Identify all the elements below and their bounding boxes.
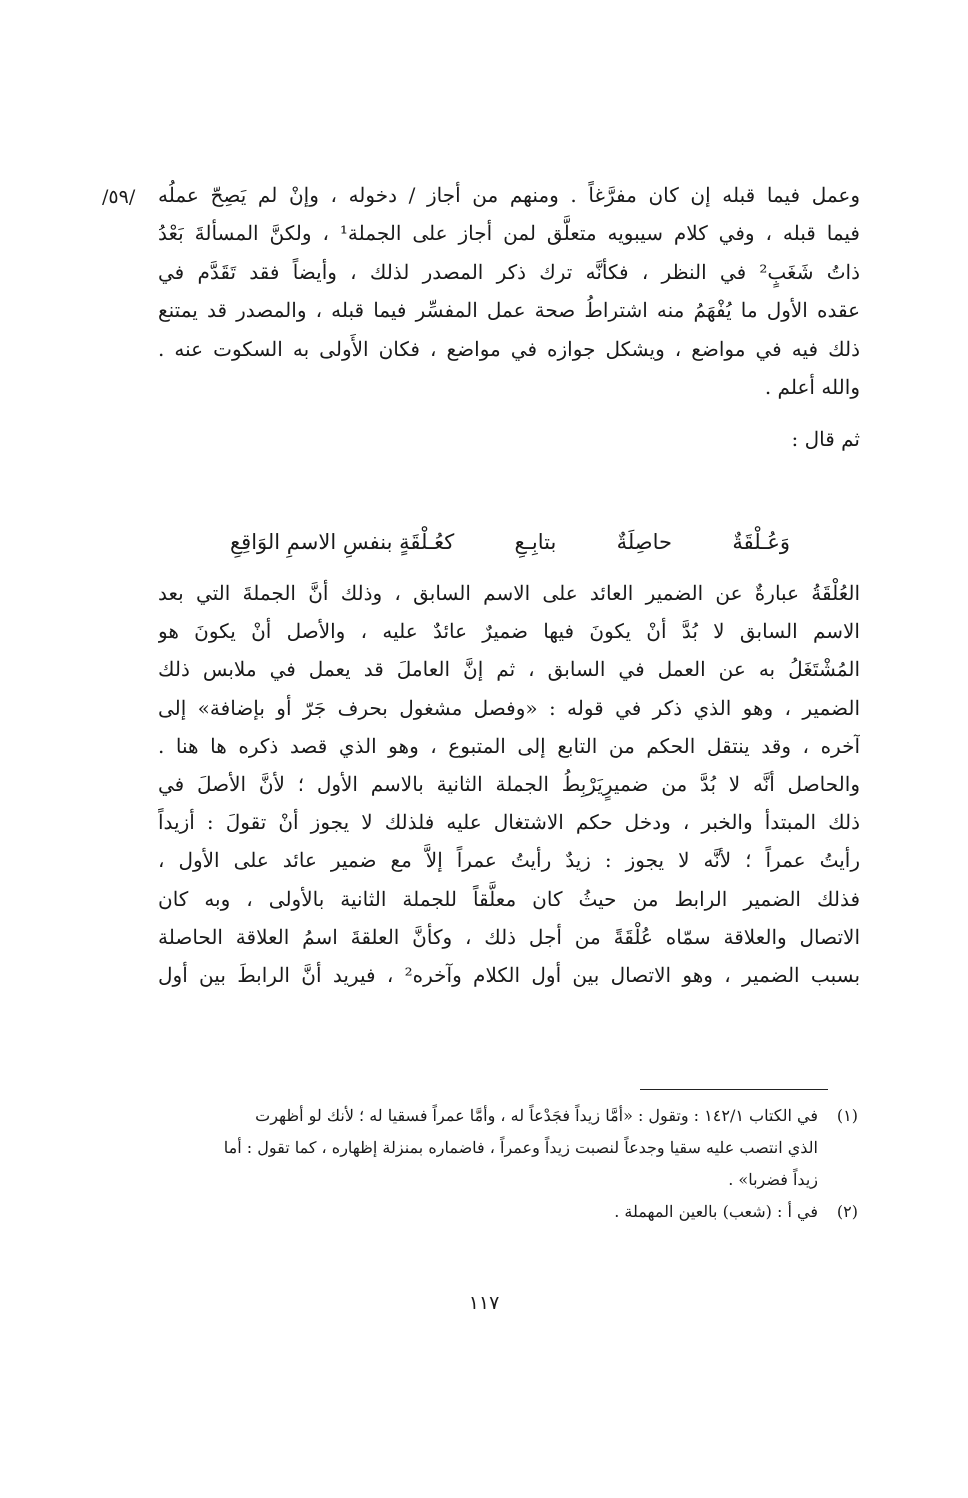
text-line: العُلْقَةُ عبارةٌ عن الضمير العائد على الاسم السابق ، وذلك أنَّ الجملةَ التي بعد (158, 581, 860, 605)
footnotes (158, 1100, 858, 1228)
footnote-line: زيداً فضربا» . (728, 1170, 818, 1189)
footnote-line: في الكتاب ١٤٢/١ : وتقول : «أمَّا زيداً فجَدْعاً له ، وأمَّا عمراً فسقيا له ؛ لأنك لو أظهرت (255, 1106, 818, 1125)
text-line: المُشْتَغَلُ به عن العمل في السابق ، ثم إنَّ العاملَ قد يعمل في ملابس ذلك (158, 657, 860, 682)
verse-word: وَعُـلْقَةٌ (732, 530, 790, 554)
margin-page-reference: /٥٩/ (102, 186, 136, 208)
verse-word: بتابِـعِ (514, 530, 557, 554)
verse-word: كعُـلْقَةٍ بنفسِ الاسمِ الوَاقِعِ (230, 530, 455, 554)
paragraph-commentary (158, 176, 860, 459)
footnote (158, 1100, 858, 1196)
text-line: الضمير ، وهو الذي ذكر في قوله : «وفصل مشغول بحرف جَرّ أو بإضافة» إلى (158, 695, 860, 720)
text-line: الاتصال والعلاقة سمّاه عُلْقَةً من أجل ذلك ، وكأنَّ العلقةَ اسمُ العلاقة الحاصلة (158, 924, 860, 949)
footnote-line: الذي انتصب عليه سقيا وجدعاً لنصبت زيداً وعمراً ، فاضماره بمنزلة إظهاره ، كما تقول : أما (223, 1138, 818, 1157)
text-line: فذلك الضمير الرابط من حيثُ كان معلَّقاً للجملة الثانية بالأولى ، وبه كان (158, 886, 860, 911)
text-line: ذلك المبتدأ والخبر ، ودخل حكم الاشتغال عليه فلذلك لا يجوز أنْ تقولَ : أزيداً (158, 810, 860, 835)
verse-word: حاصِلَةٌ (616, 530, 673, 554)
text-line: فيما قبله ، وفي كلام سيبويه متعلَّق لمن أجاز على الجملة¹ ، ولكنَّ المسألةَ بَعْدُ (158, 221, 860, 246)
text-line: رأيتُ عمراً ؛ لأنَّه لا يجوز : زيدٌ رأيتُ عمراً إلاَّ مع ضمير عائد على الأول ، (158, 848, 860, 873)
then-said-heading: ثم قال : (791, 427, 860, 452)
page-number: ١١٧ (468, 1292, 500, 1314)
verse-line (230, 530, 790, 554)
text-line: وعمل فيما قبله إن كان مفرَّغاً . ومنهم من أجاز / دخوله ، وإنْ لم يَصِحّ عملُه (158, 183, 860, 207)
text-line: ذلك فيه في مواضع ، ويشكل جوازه في مواضع ، فكان الأَولى به السكوت عنه . (158, 336, 860, 361)
text-line: والله أعلم . (764, 375, 860, 400)
text-line: الاسم السابق لا بُدَّ أنْ يكونَ فيها ضميرٌ عائدٌ عليه ، والأصل أنْ يكونَ هو (158, 619, 860, 644)
footnote-number: (٢) (836, 1202, 858, 1221)
text-line: ذاتُ شَغَبٍ² في النظر ، فكأنَّه ترك ذكر المصدر لذلك ، وأيضاً فقد تَقَدَّم في (158, 259, 860, 284)
text-line: بسبب الضمير ، وهو الاتصال بين أول الكلام وآخره² ، فيريد أنَّ الرابطَ بين أول (158, 963, 860, 988)
footnote-number: (١) (836, 1106, 858, 1125)
footnote-text (158, 1196, 818, 1228)
text-line: عقده الأول ما يُفْهَمُ منه اشتراطُ صحة عمل المفسِّر فيما قبله ، والمصدر قد يمتنع (158, 298, 860, 323)
footnote-separator (640, 1089, 828, 1090)
text-line: والحاصل أنَّه لا بُدَّ من ضميرٍيَرْبِطُ الجملة الثانية بالاسم الأول ؛ لأنَّ الأصلَ في (158, 772, 860, 797)
text-line: آخره ، وقد ينتقل الحكم من التابع إلى المتبوع ، وهو الذي قصد ذكره ها هنا . (158, 733, 860, 758)
footnote (158, 1196, 858, 1228)
footnote-line: في أ : (شعب) بالعين المهملة . (614, 1202, 818, 1221)
paragraph-explanation (158, 574, 860, 994)
footnote-text (158, 1100, 818, 1196)
